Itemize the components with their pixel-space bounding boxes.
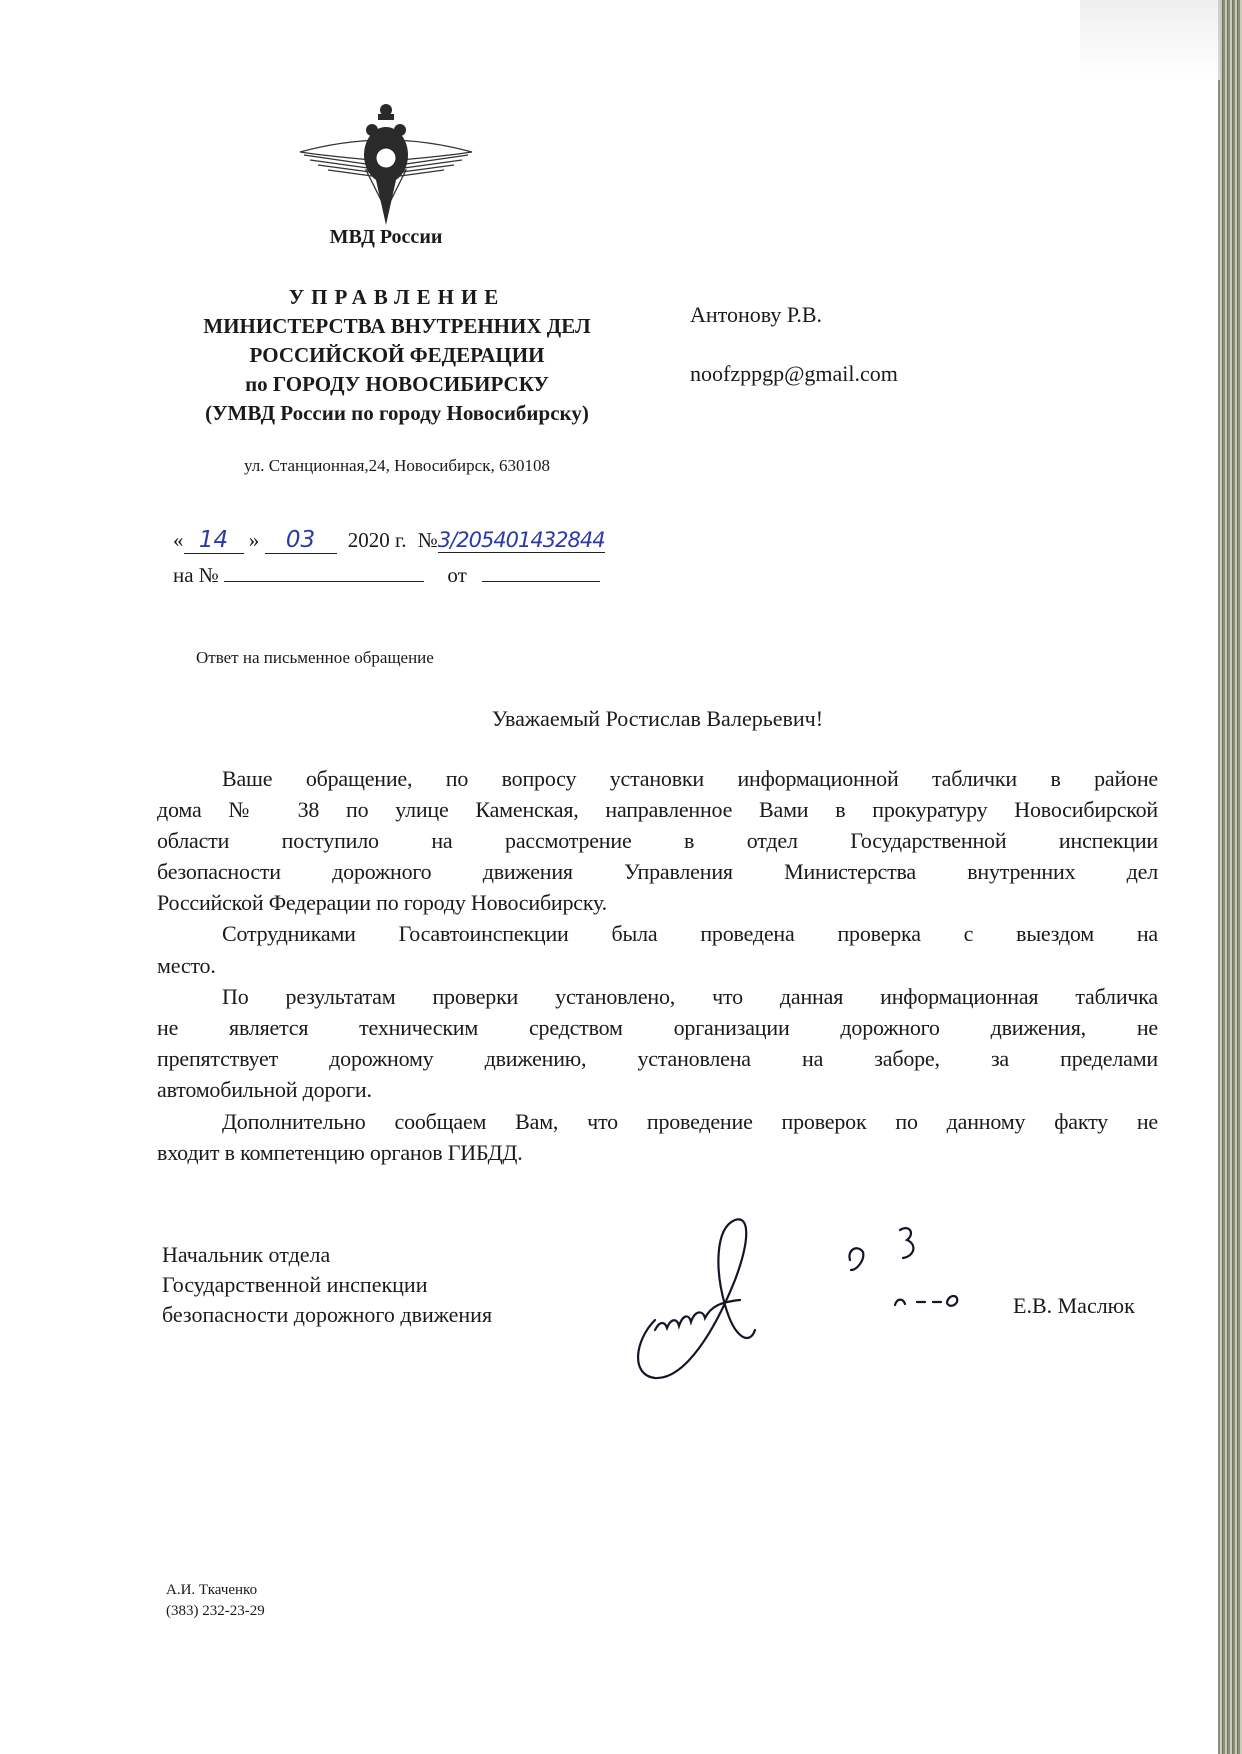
greeting: Уважаемый Ростислав Валерьевич! (491, 706, 824, 731)
executor-phone: (383) 232-23-29 (166, 1603, 265, 1619)
subject: Ответ на письменное обращение (196, 648, 434, 667)
signatory-name: Е.В. Маслюк (1013, 1293, 1135, 1318)
body-line: Ваше обращение, по вопросу установки информационной таблички в районе (222, 766, 1158, 791)
body-line: По результатам проверки установлено, что данная информационная табличка (222, 984, 1158, 1009)
body-line: автомобильной дороги. (157, 1077, 372, 1102)
scan-smudge (1080, 0, 1220, 80)
position-line: Государственной инспекции (162, 1272, 428, 1297)
body-line: области поступило на рассмотрение в отдел Государственной инспекции (157, 828, 1158, 853)
body-line: не является техническим средством организации дорожного движения, не (157, 1015, 1158, 1040)
org-line: УПРАВЛЕНИЕ (288, 285, 506, 309)
body-line: препятствует дорожному движению, установлена на заборе, за пределами (157, 1046, 1158, 1071)
from-label: от (447, 563, 467, 587)
ref-number: 3/205401432844 (437, 528, 605, 552)
in-reply-label: на № (173, 563, 219, 587)
body-line: Сотрудниками Госавтоинспекции была проведена проверка с выездом на (222, 921, 1158, 946)
ref-year: 2020 г. (347, 528, 407, 552)
body-line: Дополнительно сообщаем Вам, что проведение проверок по данному факту не (222, 1109, 1158, 1134)
mvd-emblem-icon (296, 100, 476, 230)
recipient-email: noofzppgp@gmail.com (690, 361, 898, 386)
recipient-name: Антонову Р.В. (690, 302, 823, 327)
ref-number-label: № (417, 528, 438, 552)
body-line: входит в компетенцию органов ГИБДД. (157, 1140, 523, 1165)
signatory-position (162, 1240, 492, 1330)
reference-line (173, 527, 605, 554)
position-line: безопасности дорожного движения (162, 1302, 493, 1327)
org-line: (УМВД России по городу Новосибирску) (205, 401, 589, 425)
handwritten-signature (625, 1210, 1025, 1390)
org-header (150, 283, 644, 428)
in-reply-line (173, 563, 600, 588)
executor-info (166, 1580, 265, 1622)
body-line: дома № 38 по улице Каменская, направленное Вами в прокуратуру Новосибирской (157, 797, 1158, 822)
body-line: место. (157, 953, 216, 978)
org-address: ул. Станционная,24, Новосибирск, 630108 (244, 456, 550, 475)
quote-open: « (173, 528, 184, 552)
from-date-blank (482, 563, 600, 582)
body-line: Российской Федерации по городу Новосибирску. (157, 890, 607, 915)
ministry-short: МВД России (329, 226, 443, 248)
position-line: Начальник отдела (162, 1242, 331, 1267)
org-line: РОССИЙСКОЙ ФЕДЕРАЦИИ (249, 343, 545, 367)
body-line: безопасности дорожного движения Управления Министерства внутренних дел (157, 859, 1158, 884)
ref-day: 14 (184, 527, 244, 554)
org-line: МИНИСТЕРСТВА ВНУТРЕННИХ ДЕЛ (203, 314, 591, 338)
quote-close: » (248, 528, 260, 552)
scan-edge (1218, 0, 1242, 1754)
executor-name: А.И. Ткаченко (166, 1582, 258, 1598)
org-line: по ГОРОДУ НОВОСИБИРСКУ (245, 372, 549, 396)
ref-month: 03 (265, 527, 337, 554)
in-reply-number-blank (224, 563, 424, 582)
